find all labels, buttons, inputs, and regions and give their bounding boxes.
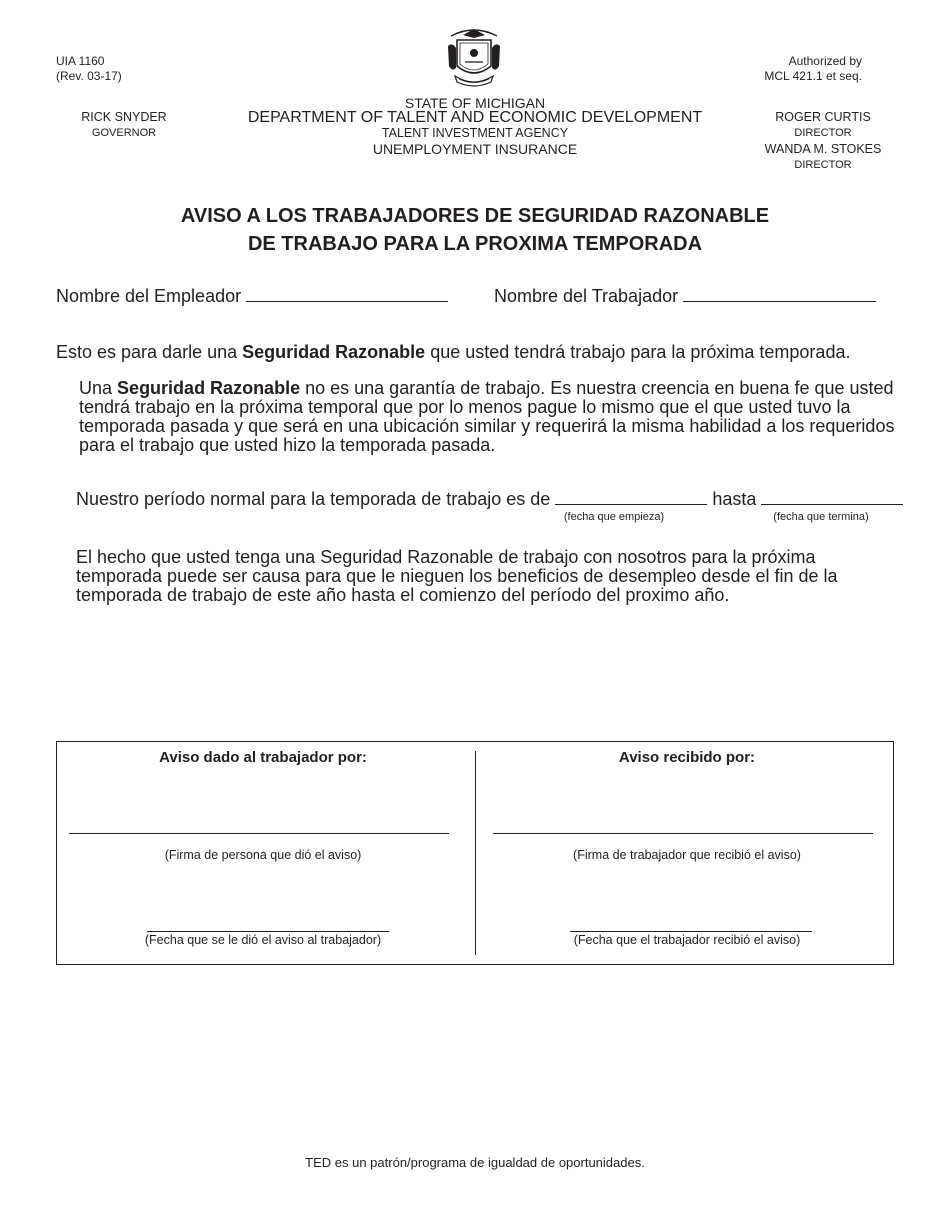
signature-box-divider [475,751,476,955]
form-revision: (Rev. 03-17) [56,69,122,83]
paragraph-text-end: no es una garantía de trabajo. Es nuestra creencia en buena fe que usted tendrá trabajo en la próxima temporal que por lo menos pague lo mismo que el que usted tuvo la temporada pasada y que será en una ubicación similar y requerirá la misma habilidad a los requeridos para el trabajo que usted hizo la temporada pasada. [79,378,895,455]
notice-title-line-2: DE TRABAJO PARA LA PROXIMA TEMPORADA [247,233,703,255]
michigan-state-seal-icon [445,26,503,88]
period-hasta-label: hasta [712,489,757,509]
received-by-heading: Aviso recibido por: [618,749,756,766]
given-by-signature-caption: (Firma de persona que dió el aviso) [164,848,362,862]
form-number: UIA 1160 [56,54,105,68]
signature-box [56,741,894,965]
director-title-2: DIRECTOR [794,159,852,171]
program-name: UNEMPLOYMENT INSURANCE [372,141,578,157]
end-date-blank[interactable] [761,504,903,505]
received-date-caption: (Fecha que el trabajador recibió el aviso) [573,933,801,947]
equal-opportunity-footer: TED es un patrón/programa de igualdad de oportunidades. [305,1155,645,1170]
intro-text-start: Esto es para darle una [56,342,238,362]
given-by-signature-line[interactable] [69,833,449,834]
worker-name-label: Nombre del Trabajador [494,286,679,306]
worker-name-blank[interactable] [683,301,876,302]
given-date-caption: (Fecha que se le dió el aviso al trabajador) [144,933,382,947]
authorized-by: Authorized by [788,54,862,68]
intro-emphasis: Seguridad Razonable [242,342,426,362]
received-by-signature-caption: (Firma de trabajador que recibió el aviso) [573,848,801,862]
notice-title-line-1: AVISO A LOS TRABAJADORES DE SEGURIDAD RAZONABLE [180,205,770,227]
governor-title: GOVERNOR [91,127,157,139]
director-name-2: WANDA M. STOKES [764,142,882,156]
given-by-heading: Aviso dado al trabajador por: [159,749,367,766]
season-period-line [76,489,903,509]
start-date-blank[interactable] [555,504,707,505]
employer-name-blank[interactable] [246,301,448,302]
director-name-1: ROGER CURTIS [775,110,871,124]
received-date-line[interactable] [570,931,812,932]
paragraph-emphasis: Seguridad Razonable [117,378,301,398]
start-date-caption: (fecha que empieza) [563,511,665,523]
received-by-signature-line[interactable] [493,833,873,834]
end-date-caption: (fecha que termina) [773,511,869,523]
director-title-1: DIRECTOR [794,127,852,139]
intro-text-end: que usted tendrá trabajo para la próxima temporada. [430,342,851,362]
paragraph-text-start: Una [79,378,113,398]
governor-name: RICK SNYDER [81,110,167,124]
given-date-line[interactable] [147,931,389,932]
statute-reference: MCL 421.1 et seq. [764,69,862,83]
agency-name: TALENT INVESTMENT AGENCY [381,126,569,140]
worker-name-field [494,286,876,306]
employer-name-label: Nombre del Empleador [56,286,242,306]
department-name: DEPARTMENT OF TALENT AND ECONOMIC DEVELOPMENT [247,109,703,126]
employer-name-field [56,286,448,306]
intro-statement [56,342,916,362]
benefits-denial-paragraph: El hecho que usted tenga una Seguridad Razonable de trabajo con nosotros para la próxima temporada puede ser causa para que le nieguen los beneficios de desempleo desde el fin de la temporada de trabajo de este año hasta el comienzo del período del proximo año. [76,547,838,605]
state-name: STATE OF MICHIGAN [404,95,546,111]
season-period-label: Nuestro período normal para la temporada de trabajo es de [76,489,551,509]
reasonable-assurance-paragraph [79,379,901,455]
